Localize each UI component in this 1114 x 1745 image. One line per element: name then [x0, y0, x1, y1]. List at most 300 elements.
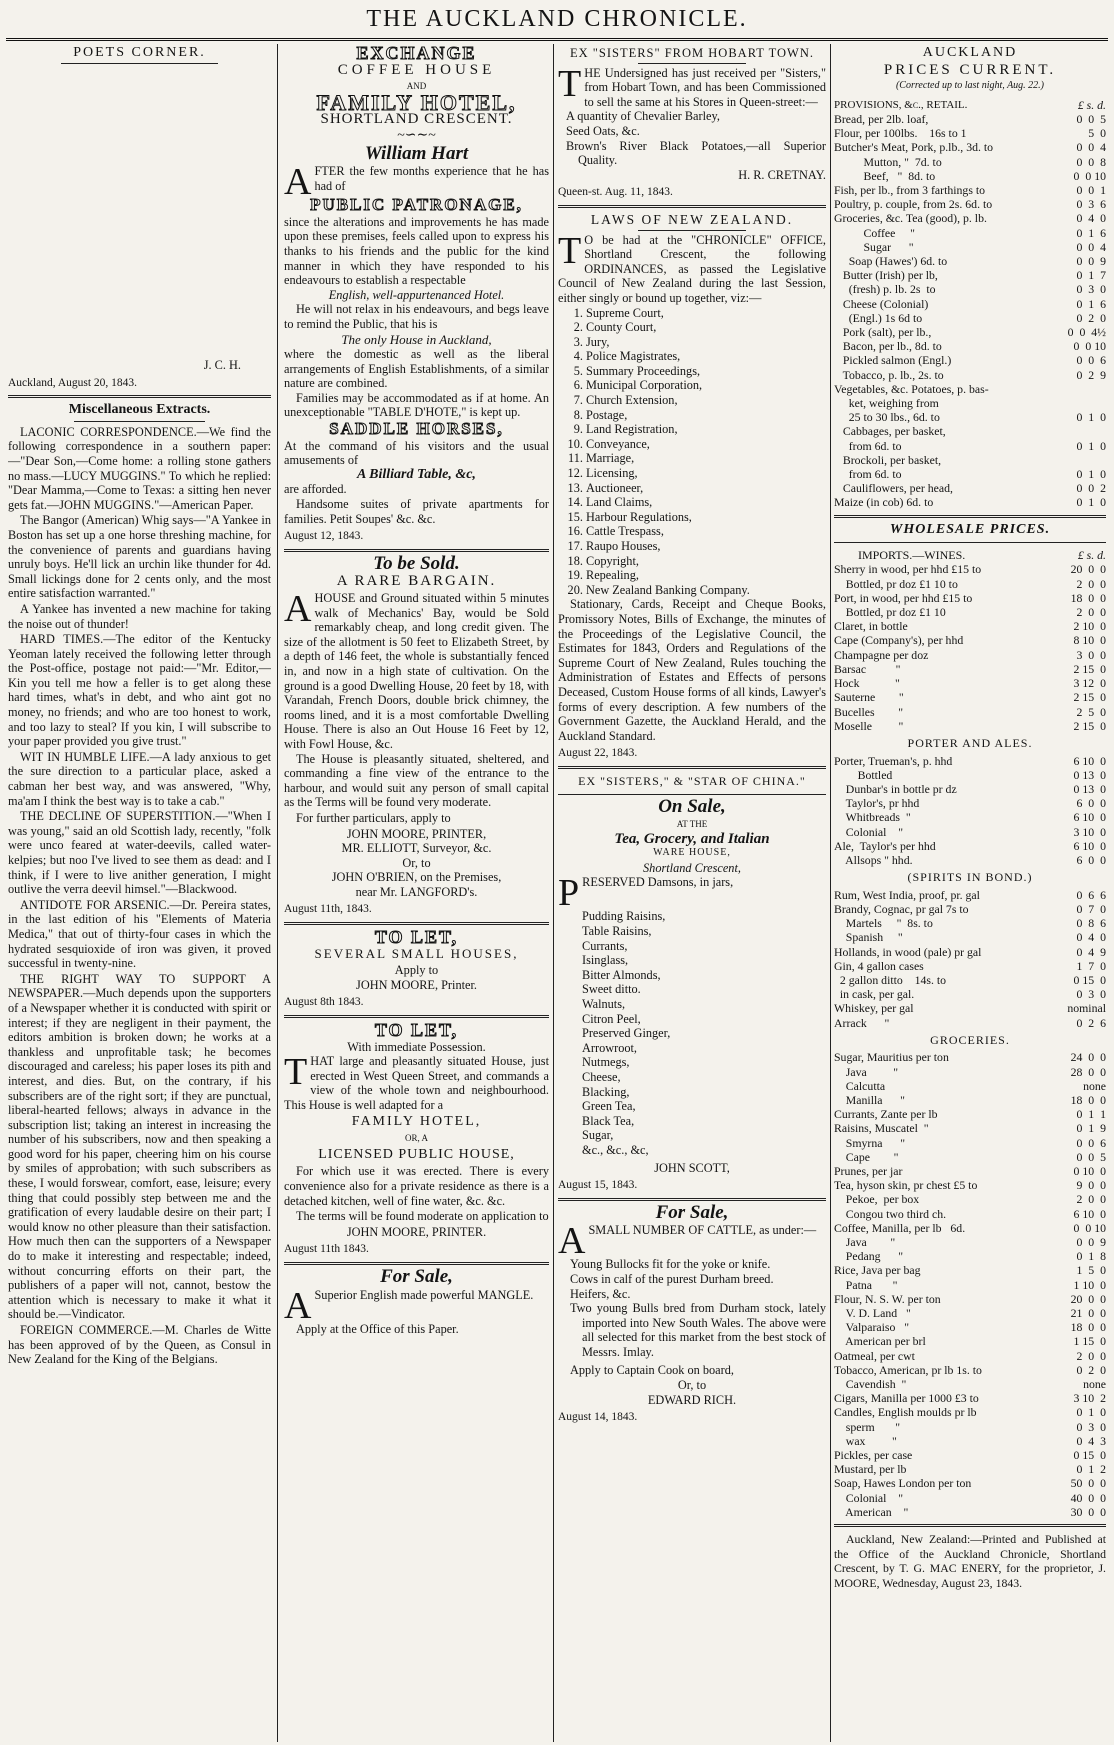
price-value: 6 10 0	[1073, 838, 1106, 853]
price-row	[834, 368, 1106, 382]
price-row	[834, 605, 1106, 619]
price-row	[834, 254, 1106, 268]
hotel-text-5: At the command of his visitors and the usual amusements of	[284, 438, 549, 468]
price-row	[834, 705, 1106, 719]
price-row	[834, 1377, 1106, 1391]
hotel-text-6: Handsome suites of private apartments for families. Petit Soupes' &c. &c.	[284, 497, 549, 526]
price-value: nominal	[1067, 1001, 1106, 1016]
price-row	[834, 1448, 1106, 1462]
price-row	[834, 453, 1106, 467]
sold-contact-3: Or, to	[402, 855, 431, 870]
price-item: Cape "	[834, 1149, 899, 1164]
price-item: Allsops " hhd.	[834, 852, 913, 867]
price-value: 0 1 1	[1076, 1107, 1106, 1122]
price-item: Coffee "	[834, 225, 915, 240]
price-value: 0 1 6	[1076, 225, 1106, 240]
price-row	[834, 112, 1106, 126]
let2-family-hotel: FAMILY HOTEL,	[351, 1113, 482, 1129]
price-value: 3 0 0	[1076, 647, 1106, 662]
prices-auckland: AUCKLAND	[922, 45, 1018, 60]
price-value: 0 0 6	[1076, 353, 1106, 368]
price-row	[834, 311, 1106, 325]
price-row	[834, 1150, 1106, 1164]
price-value: 6 10 0	[1073, 753, 1106, 768]
price-row	[834, 1292, 1106, 1306]
price-item: Beef, " 8d. to	[834, 168, 936, 183]
price-value: 2 15 0	[1073, 661, 1106, 676]
price-item: American "	[834, 1504, 909, 1519]
price-row	[834, 1278, 1106, 1292]
goods-item: Currants,	[582, 938, 628, 953]
price-item: Bucelles "	[834, 704, 904, 719]
price-row	[834, 1136, 1106, 1150]
let1-date: August 8th 1843.	[284, 996, 364, 1009]
masthead	[0, 0, 1114, 40]
ordinance-item: 13. Auctioneer,	[586, 481, 826, 496]
price-value: 0 0 6	[1076, 1135, 1106, 1150]
price-value: 0 1 8	[1076, 1249, 1106, 1264]
price-value: none	[1083, 1078, 1106, 1093]
price-item: Poultry, p. couple, from 2s. 6d. to	[834, 197, 993, 212]
sold-text-3: For further particulars, apply to	[296, 810, 451, 825]
price-value: 5 0	[1088, 126, 1106, 141]
price-value: 3 12 0	[1073, 676, 1106, 691]
price-row	[834, 1093, 1106, 1107]
porter-price-list	[834, 754, 1106, 868]
let2-name: JOHN MOORE, PRINTER.	[346, 1224, 487, 1239]
for-sale-heading: For Sale,	[380, 1265, 453, 1287]
cattle-date: August 14, 1843.	[558, 1411, 638, 1424]
hotel-text-1: since the alterations and improvements he has made upon these premises, feels called upon to express his thanks to his friends and the public for the kind manner in which they have responded to his endeavours to establish a respectable	[284, 214, 549, 288]
divider	[834, 542, 1106, 543]
price-value: 0 2 9	[1076, 367, 1106, 382]
ordinance-item: 11. Marriage,	[586, 451, 826, 466]
wholesale-heading: WHOLESALE PRICES.	[889, 521, 1051, 537]
price-row	[834, 183, 1106, 197]
ex-sisters-star-heading: EX "SISTERS," & "STAR OF CHINA."	[578, 773, 806, 788]
column-1	[8, 44, 271, 1742]
price-item: Tobacco, p. lb., 2s. to	[834, 367, 944, 382]
article-hard-times: HARD TIMES.—The editor of the Kentucky Yeoman lately received the following letter through the Post-office, postage not paid:—"Mr. Editor,—Kin you tell me how a feller is to get along these hard times, what's in debt, and who aint got no money, no friends; and who are too honest to work, and too lazy to steal? If you kin, I will subscribe to your paper provided you give trust."	[8, 632, 271, 749]
billiard-table: A Billiard Table, &c,	[357, 466, 476, 482]
price-row	[834, 1349, 1106, 1363]
exchange-heading: EXCHANGE	[356, 44, 477, 63]
price-item: in cask, per gal.	[834, 987, 915, 1002]
price-value: 0 1 9	[1076, 1121, 1106, 1136]
price-value: 24 0 0	[1070, 1050, 1106, 1065]
price-item: Sugar, Mauritius per ton	[834, 1050, 949, 1065]
hotel-text-2: He will not relax in his endeavours, and begs leave to remind the Public, that his is	[284, 302, 549, 331]
price-row	[834, 1016, 1106, 1030]
price-row	[834, 754, 1106, 768]
price-row	[834, 930, 1106, 944]
price-row	[834, 439, 1106, 453]
price-item: Whiskey, per gal	[834, 1001, 914, 1016]
price-value: 2 0 0	[1076, 576, 1106, 591]
and-label: AND	[406, 81, 427, 92]
price-item: Taylor's, pr hhd	[834, 796, 920, 811]
ordinance-item: 10. Conveyance,	[586, 437, 826, 452]
price-item: Mustard, per lb	[834, 1462, 907, 1477]
price-row	[834, 1192, 1106, 1206]
price-item: Maize (in cob) 6d. to	[834, 495, 934, 510]
goods-first: PRESERVED Damsons, in jars,	[558, 872, 734, 915]
sold-contact-4: JOHN O'BRIEN, on the Premises,	[331, 870, 502, 885]
price-item: Gin, 4 gallon cases	[834, 958, 924, 973]
ex-date: Queen-st. Aug. 11, 1843.	[558, 186, 673, 199]
price-row	[834, 1263, 1106, 1277]
price-item: Barsac "	[834, 661, 901, 676]
price-item: Dunbar's in bottle pr dz	[834, 781, 957, 796]
price-value: 0 0 1	[1076, 183, 1106, 197]
price-item: Bread, per 2lb. loaf,	[834, 111, 929, 126]
divider	[61, 63, 219, 64]
ordinance-item: 4. Police Magistrates,	[586, 349, 826, 364]
ordinance-item: 16. Cattle Trespass,	[586, 524, 826, 539]
laws-heading: LAWS OF NEW ZEALAND.	[590, 211, 794, 227]
hotel-date: August 12, 1843.	[284, 530, 364, 543]
price-item: American per brl	[834, 1334, 926, 1349]
price-row	[834, 562, 1106, 576]
let2-text-2: For which use it was erected. There is every convenience also for a private residence as there is a detached kitchen, well of fine water, &c. &c.	[284, 1164, 549, 1208]
price-value: 8 10 0	[1073, 633, 1106, 648]
column-2	[284, 44, 549, 1742]
warehouse-label: WARE HOUSE,	[653, 847, 731, 859]
ordinance-item: 18. Copyright,	[586, 554, 826, 569]
price-row	[834, 888, 1106, 902]
laws-stationery: Stationary, Cards, Receipt and Cheque Books, Promissory Notes, Bills of Exchange, the minutes of the Proceedings of the Legislative Council, the Estimates for 1843, Orders and Regulations of the Supreme Court of New Zealand, Rules touching the Administration of Estates and Effects of persons Deceased, Custom House forms of all kinds, Lawyer's forms of every description. A few numbers of the Government Gazette, the Auckland Herald, and the Auckland Standard.	[558, 597, 826, 743]
price-value: 0 0 2	[1076, 481, 1106, 496]
price-row	[834, 690, 1106, 704]
price-value: 6 10 0	[1073, 810, 1106, 825]
price-item: Sauterne "	[834, 690, 904, 705]
imprint: Auckland, New Zealand:—Printed and Published at the Office of the Auckland Chronicle, Shortland Crescent, by T. G. MAC ENERY, for the proprietor, J. MOORE, Wednesday, August 23, 1843.	[834, 1532, 1106, 1590]
poets-corner-heading: POETS CORNER.	[73, 45, 206, 60]
price-value: 0 0 5	[1076, 111, 1106, 126]
price-item: Manilla "	[834, 1092, 906, 1107]
divider	[558, 766, 826, 769]
divider	[638, 230, 745, 231]
on-sale-heading: On Sale,	[658, 795, 726, 817]
on-sale-at: AT THE	[676, 819, 708, 830]
spirit-price-list	[834, 888, 1106, 1030]
groceries-heading: GROCERIES.	[930, 1032, 1010, 1047]
hotel-afforded: are afforded.	[284, 482, 347, 497]
goods-item: Citron Peel,	[582, 1011, 641, 1026]
cattle-apply: Apply to Captain Cook on board,	[570, 1362, 734, 1377]
price-item: Hock "	[834, 676, 900, 691]
price-value: 0 0 8	[1076, 154, 1106, 169]
saddle-horses: SADDLE HORSES,	[329, 419, 504, 439]
price-item: Currants, Zante per lb	[834, 1107, 938, 1122]
price-item: Cigars, Manilla per 1000 £3 to	[834, 1391, 979, 1406]
price-item: Moselle "	[834, 718, 904, 733]
divider	[284, 922, 549, 925]
price-value	[1103, 424, 1106, 438]
price-row	[834, 633, 1106, 647]
sold-contact-2: MR. ELLIOTT, Surveyor, &c.	[341, 841, 492, 856]
price-value: 6 0 0	[1076, 796, 1106, 811]
price-value: 0 2 0	[1076, 310, 1106, 325]
price-value: 0 3 0	[1076, 1419, 1106, 1434]
price-value: 0 1 6	[1076, 296, 1106, 311]
prices-current-heading: PRICES CURRENT.	[883, 61, 1057, 78]
price-value: 2 15 0	[1073, 718, 1106, 733]
price-value: 1 15 0	[1073, 1334, 1106, 1349]
price-value: 2 0 0	[1076, 605, 1106, 620]
misc-extracts-heading: Miscellaneous Extracts.	[68, 402, 211, 418]
divider	[284, 1015, 549, 1018]
price-row	[834, 126, 1106, 140]
divider	[74, 421, 206, 422]
price-row	[834, 839, 1106, 853]
cattle-or: Or, to	[677, 1378, 707, 1393]
price-row	[834, 987, 1106, 1001]
price-row	[834, 297, 1106, 311]
price-row	[834, 796, 1106, 810]
spirits-heading: (SPIRITS IN BOND.)	[907, 870, 1033, 885]
price-row	[834, 1050, 1106, 1064]
divider	[834, 515, 1106, 518]
price-item: Colonial "	[834, 1490, 904, 1505]
price-value: 0 0 10	[1073, 1220, 1106, 1235]
price-item: Pork (salt), per lb.,	[834, 325, 932, 340]
shop-location: Shortland Crescent,	[643, 860, 741, 875]
price-value: 40 0 0	[1070, 1490, 1106, 1505]
price-value: 0 15 0	[1073, 972, 1106, 987]
price-item: Java "	[834, 1064, 899, 1079]
hotel-line: English, well-appurtenanced Hotel.	[328, 287, 505, 302]
price-row	[834, 945, 1106, 959]
price-row	[834, 1320, 1106, 1334]
price-value: 0 4 3	[1076, 1433, 1106, 1448]
price-row	[834, 467, 1106, 481]
ordinance-item: 12. Licensing,	[586, 466, 826, 481]
price-row	[834, 810, 1106, 824]
price-item: Pickles, per case	[834, 1448, 913, 1463]
laws-intro: T O be had at the "CHRONICLE" OFFICE, Shortland Crescent, the following ORDINANCES, as passed the Legislative Council of New Zealand during the last Session, either singly or bound up together, viz:—	[558, 229, 826, 305]
price-value: 0 3 6	[1076, 197, 1106, 212]
wine-price-list	[834, 562, 1106, 732]
price-row	[834, 495, 1106, 509]
price-item: Soap, Hawes London per ton	[834, 1476, 972, 1491]
sold-text-2: The House is pleasantly situated, sheltered, and commanding a fine view of the entrance to the harbour, and would suit any person of small capital as the Terms will be found very moderate.	[284, 751, 549, 810]
divider	[284, 1262, 549, 1265]
price-item: Flour, N. S. W. per ton	[834, 1291, 941, 1306]
price-value: 0 3 0	[1076, 282, 1106, 297]
ex-signature: H. R. CRETNAY.	[738, 167, 826, 182]
price-item: Port, in wood, per hhd £15 to	[834, 590, 973, 605]
price-item: from 6d. to	[834, 438, 902, 453]
on-sale-signature: JOHN SCOTT,	[654, 1160, 730, 1175]
hotel-text-4: Families may be accommodated as if at home. An unexceptionable "TABLE D'HOTE," is kept up.	[284, 390, 549, 420]
goods-item: Preserved Ginger,	[582, 1026, 671, 1041]
price-row	[834, 240, 1106, 254]
price-row	[834, 1207, 1106, 1221]
price-value: 0 0 4	[1076, 140, 1106, 155]
price-row	[834, 1235, 1106, 1249]
price-row	[834, 916, 1106, 930]
ordinance-item: 15. Harbour Regulations,	[586, 510, 826, 525]
price-item: sperm "	[834, 1419, 901, 1434]
price-item: Hollands, in wood (pale) pr gal	[834, 944, 982, 959]
goods-item: Table Raisins,	[582, 924, 652, 939]
price-row	[834, 1178, 1106, 1192]
grocery-price-list	[834, 1050, 1106, 1519]
price-item: 2 gallon ditto 14s. to	[834, 972, 947, 987]
price-row	[834, 825, 1106, 839]
price-value: 0 1 0	[1076, 467, 1106, 482]
divider	[284, 549, 549, 552]
price-value: 1 7 0	[1076, 958, 1106, 973]
price-item: 25 to 30 lbs., 6d. to	[834, 410, 940, 425]
price-row	[834, 211, 1106, 225]
prices-corrected: (Corrected up to last night, Aug. 22.)	[895, 80, 1045, 92]
ordinance-item: 6. Municipal Corporation,	[586, 378, 826, 393]
price-value: none	[1083, 1377, 1106, 1392]
shortland-crescent-heading: SHORTLAND CRESCENT.	[320, 111, 513, 128]
price-row	[834, 782, 1106, 796]
ordinance-item: 14. Land Claims,	[586, 495, 826, 510]
coffee-house-heading: COFFEE HOUSE	[337, 61, 496, 78]
price-item: Bottled, pr doz £1 10 to	[834, 576, 958, 591]
to-be-sold-heading: To be Sold.	[373, 552, 460, 574]
price-item: Cauliflowers, per head,	[834, 481, 953, 496]
column-4	[834, 44, 1106, 1742]
price-row	[834, 481, 1106, 495]
price-item: Cavendish "	[834, 1377, 907, 1392]
price-value: 0 10 0	[1073, 1163, 1106, 1178]
price-row	[834, 1001, 1106, 1015]
price-value: 0 2 0	[1076, 1362, 1106, 1377]
imports-heading: IMPORTS.—WINES.	[858, 548, 966, 563]
price-row	[834, 662, 1106, 676]
to-let-heading-1: TO LET,	[374, 927, 459, 948]
price-row	[834, 410, 1106, 424]
cattle-intro: ASMALL NUMBER OF CATTLE, as under:—	[558, 1220, 817, 1263]
price-row	[834, 1107, 1106, 1121]
column-3	[558, 44, 826, 1742]
let2-date: August 11th 1843.	[284, 1243, 369, 1256]
goods-item: Sugar,	[582, 1128, 614, 1143]
price-row	[834, 155, 1106, 169]
price-item: Raisins, Muscatel "	[834, 1121, 929, 1136]
price-row	[834, 1121, 1106, 1135]
price-item: Valparaiso "	[834, 1320, 910, 1335]
divider	[558, 1198, 826, 1201]
price-item: Butcher's Meat, Pork, p.lb., 3d. to	[834, 140, 994, 155]
price-value: 0 8 6	[1076, 916, 1106, 931]
price-row	[834, 1306, 1106, 1320]
goods-item: Nutmegs,	[582, 1055, 630, 1070]
price-item: Cape (Company's), per hhd	[834, 633, 964, 648]
article-newspaper: THE RIGHT WAY TO SUPPORT A NEWSPAPER.—Much depends upon the supporters of a Newspaper whether it is conducted with spirit or interest; if they are negligent in their payment, the editors ambition is broken down; he works at a thankless and unprofitable task; he becomes discouraged and careless; his paper loses its pith and interest, and dies. But, on the contrary, if his subscribers are of the right sort; if they are punctual, liberal-hearted fellows; always in advance in the subscription list; taking an interest in increasing the number of his subscribers, now and then speaking a good word for his paper, cheering him on his course by smiles of approbation; with such subscribers as these, I would forswear, comfort, ease, leisure; every thing that could possibly step between me and the gratification of every laudable desire on their part; I would know no other pleasure than their satisfaction. How much then can the supporters of a Newspaper do to make it interesting and respectable; indeed, without concurring efforts on their part, the publishers of a paper will not, cannot, bestow the attention which is necessary to make it what it should be.—Vindicator.	[8, 971, 271, 1322]
price-value: 18 0 0	[1070, 590, 1106, 605]
ordinance-item: 2. County Court,	[586, 320, 826, 335]
price-item: Fish, per lb., from 3 farthings to	[834, 183, 986, 197]
price-value: 0 4 0	[1076, 930, 1106, 945]
price-value: 2 5 0	[1076, 704, 1106, 719]
price-row	[834, 619, 1106, 633]
price-value: 0 3 0	[1076, 987, 1106, 1002]
poets-date: Auckland, August 20, 1843.	[8, 376, 138, 389]
price-row	[834, 1363, 1106, 1377]
price-item: Brandy, Cognac, pr gal 7s to	[834, 901, 969, 916]
price-item: Bottled	[834, 767, 893, 782]
ex-item-3: Brown's River Black Potatoes,—all Superior Quality.	[566, 138, 826, 168]
price-item: (fresh) p. lb. 2s to	[834, 282, 936, 297]
price-value: 0 4 0	[1076, 211, 1106, 226]
price-item: Calcutta	[834, 1078, 886, 1093]
goods-item: Isinglass,	[582, 953, 629, 968]
price-row	[834, 853, 1106, 867]
price-row	[834, 140, 1106, 154]
goods-item: Bitter Almonds,	[582, 967, 661, 982]
price-value: 0 13 0	[1073, 767, 1106, 782]
price-value: 0 0 4½	[1067, 325, 1106, 340]
price-value	[1103, 396, 1106, 410]
price-value: 3 10 0	[1073, 824, 1106, 839]
let2-text-1: THAT large and pleasantly situated House, just erected in West Queen Street, and commands a view of the whole town and neighbourhood. This House is well adapted for a	[284, 1051, 549, 1112]
price-item: Colonial "	[834, 824, 904, 839]
price-value: 21 0 0	[1070, 1306, 1106, 1320]
retail-heading: PROVISIONS, &c., RETAIL.	[834, 98, 968, 111]
price-row	[834, 325, 1106, 339]
column-rule	[830, 44, 831, 1742]
price-row	[834, 1249, 1106, 1263]
ordinance-item: 20. New Zealand Banking Company.	[586, 583, 826, 598]
laws-date: August 22, 1843.	[558, 747, 638, 760]
price-item: Groceries, &c. Tea (good), p. lb.	[834, 211, 987, 226]
hotel-text-3: where the domestic as well as the liberal arrangements of English Establishments, of a similar nature are combined.	[284, 347, 549, 391]
price-item: Pickled salmon (Engl.)	[834, 353, 952, 368]
price-item: Flour, per 100lbs. 16s to 1	[834, 126, 967, 141]
column-rule	[277, 44, 278, 1742]
goods-item: Arrowroot,	[582, 1040, 637, 1055]
price-value: 0 1 7	[1076, 268, 1106, 283]
price-value: 0 7 0	[1076, 901, 1106, 916]
divider	[558, 205, 826, 208]
let2-sub: With immediate Possession.	[347, 1039, 486, 1054]
price-value: 0 13 0	[1073, 781, 1106, 796]
cattle-name: EDWARD RICH.	[647, 1392, 737, 1407]
ordinance-item: 1. Supreme Court,	[586, 306, 826, 321]
price-item: (Engl.) 1s 6d to	[834, 310, 923, 325]
price-row	[834, 973, 1106, 987]
masthead-rule	[6, 38, 1108, 41]
price-row	[834, 1164, 1106, 1178]
price-row	[834, 1434, 1106, 1448]
price-value: 28 0 0	[1070, 1064, 1106, 1079]
let1-name: JOHN MOORE, Printer.	[356, 977, 477, 992]
newspaper-title: THE AUCKLAND CHRONICLE.	[366, 6, 748, 32]
rare-bargain-heading: A RARE BARGAIN.	[336, 573, 497, 590]
on-sale-date: August 15, 1843.	[558, 1179, 638, 1192]
price-row	[834, 648, 1106, 662]
price-row	[834, 1491, 1106, 1505]
article-wit: WIT IN HUMBLE LIFE.—A lady anxious to get the sure direction to a particular place, asked a cabman her best way, and was answered, "Why, ma'am I think the best way is to take a cab."	[8, 749, 271, 808]
price-value: 1 5 0	[1076, 1263, 1106, 1278]
article-superstition: THE DECLINE OF SUPERSTITION.—"When I was young," said an old Scottish lady, recently, "folk were unco feared at water-deevils, called water-kelpies; but noo I've lived to see them as dead: and I think, if I were to live anither generation, I might outlive the verra deevil himsel."—Blackwood.	[8, 809, 271, 897]
to-let-heading-2: TO LET,	[374, 1020, 459, 1041]
price-item: Tobacco, American, pr lb 1s. to	[834, 1362, 982, 1377]
price-item: Java "	[834, 1234, 896, 1249]
price-value: 6 10 0	[1073, 1206, 1106, 1221]
price-value: 20 0 0	[1070, 562, 1106, 577]
price-value: 50 0 0	[1070, 1476, 1106, 1491]
hotel-intro: AFTER the few months experience that he has had of	[284, 161, 549, 204]
price-value: 2 0 0	[1076, 1192, 1106, 1207]
